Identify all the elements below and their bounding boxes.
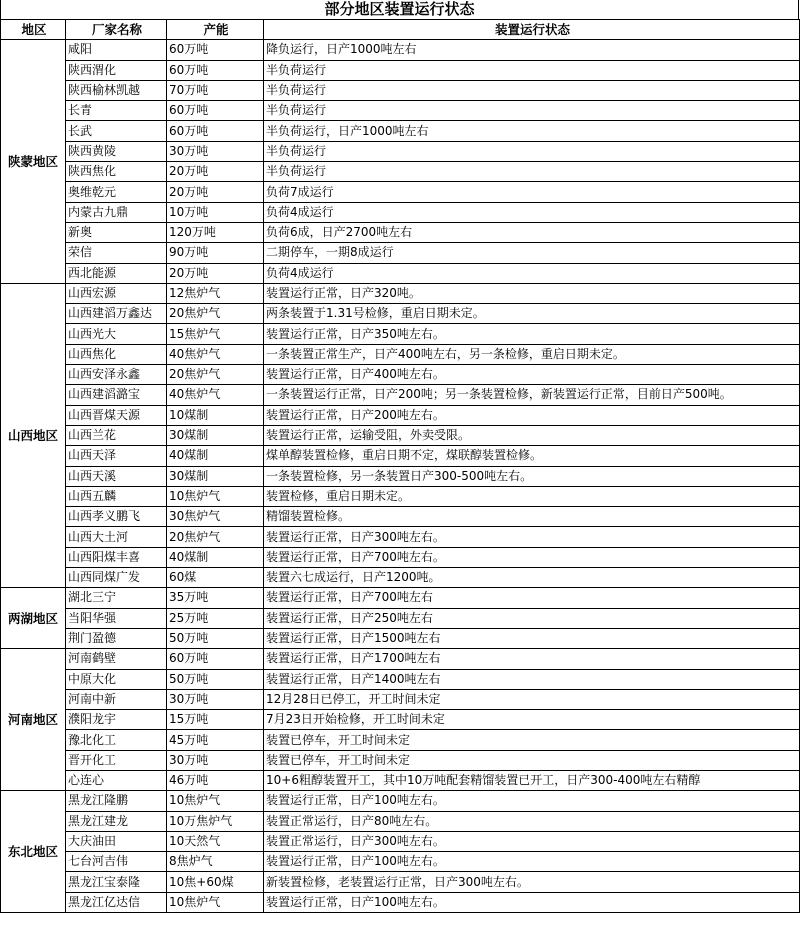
capacity-cell: 10万焦炉气 bbox=[167, 811, 264, 831]
company-cell: 黑龙江亿达信 bbox=[66, 892, 167, 912]
capacity-cell: 40焦炉气 bbox=[167, 385, 264, 405]
company-cell: 山西阳煤丰喜 bbox=[66, 547, 167, 567]
company-cell: 陕西榆林凯越 bbox=[66, 80, 167, 100]
table-body bbox=[1, 40, 800, 913]
company-cell: 黑龙江宝泰隆 bbox=[66, 872, 167, 892]
status-table bbox=[0, 19, 800, 913]
status-cell: 负荷4成运行 bbox=[264, 202, 800, 222]
capacity-cell: 35万吨 bbox=[167, 588, 264, 608]
table-row bbox=[1, 770, 800, 790]
header-company: 厂家名称 bbox=[66, 20, 167, 40]
company-cell: 陕西黄陵 bbox=[66, 141, 167, 161]
capacity-cell: 30万吨 bbox=[167, 689, 264, 709]
region-cell: 东北地区 bbox=[1, 791, 66, 913]
capacity-cell: 40煤制 bbox=[167, 446, 264, 466]
table-row bbox=[1, 568, 800, 588]
table-row bbox=[1, 831, 800, 851]
table-row bbox=[1, 446, 800, 466]
table-row bbox=[1, 811, 800, 831]
table-row bbox=[1, 892, 800, 912]
status-cell: 两条装置于1.31号检修，重启日期未定。 bbox=[264, 304, 800, 324]
capacity-cell: 40煤制 bbox=[167, 547, 264, 567]
table-row bbox=[1, 80, 800, 100]
capacity-cell: 30煤制 bbox=[167, 425, 264, 445]
status-cell: 装置运行正常，运输受阻，外卖受限。 bbox=[264, 425, 800, 445]
company-cell: 山西同煤广发 bbox=[66, 568, 167, 588]
company-cell: 山西焦化 bbox=[66, 344, 167, 364]
company-cell: 山西五麟 bbox=[66, 486, 167, 506]
table-row bbox=[1, 283, 800, 303]
company-cell: 山西安泽永鑫 bbox=[66, 365, 167, 385]
table-row bbox=[1, 101, 800, 121]
company-cell: 河南中新 bbox=[66, 689, 167, 709]
status-cell: 7月23日开始检修，开工时间未定 bbox=[264, 710, 800, 730]
capacity-cell: 50万吨 bbox=[167, 669, 264, 689]
region-cell: 山西地区 bbox=[1, 283, 66, 587]
capacity-cell: 60万吨 bbox=[167, 101, 264, 121]
region-cell: 陕蒙地区 bbox=[1, 40, 66, 284]
status-cell: 装置已停车，开工时间未定 bbox=[264, 750, 800, 770]
status-cell: 半负荷运行 bbox=[264, 141, 800, 161]
status-cell: 负荷6成，日产2700吨左右 bbox=[264, 222, 800, 242]
status-cell: 10+6粗醇装置开工，其中10万吨配套精馏装置已开工，日产300-400吨左右精醇 bbox=[264, 770, 800, 790]
company-cell: 长青 bbox=[66, 101, 167, 121]
company-cell: 山西天泽 bbox=[66, 446, 167, 466]
company-cell: 湖北三宁 bbox=[66, 588, 167, 608]
table-row bbox=[1, 344, 800, 364]
region-cell: 两湖地区 bbox=[1, 588, 66, 649]
status-cell: 装置运行正常，日产100吨左右。 bbox=[264, 892, 800, 912]
capacity-cell: 8焦炉气 bbox=[167, 852, 264, 872]
table-row bbox=[1, 385, 800, 405]
status-cell: 负荷7成运行 bbox=[264, 182, 800, 202]
company-cell: 山西建滔万鑫达 bbox=[66, 304, 167, 324]
table-row bbox=[1, 852, 800, 872]
company-cell: 七台河吉伟 bbox=[66, 852, 167, 872]
capacity-cell: 30万吨 bbox=[167, 750, 264, 770]
status-cell: 负荷4成运行 bbox=[264, 263, 800, 283]
table-row bbox=[1, 222, 800, 242]
capacity-cell: 40焦炉气 bbox=[167, 344, 264, 364]
table-row bbox=[1, 486, 800, 506]
company-cell: 荆门盈德 bbox=[66, 628, 167, 648]
status-cell: 装置运行正常，日产1700吨左右 bbox=[264, 649, 800, 669]
status-cell: 装置六七成运行，日产1200吨。 bbox=[264, 568, 800, 588]
status-cell: 装置运行正常，日产700吨左右 bbox=[264, 588, 800, 608]
table-row bbox=[1, 689, 800, 709]
table-row bbox=[1, 628, 800, 648]
status-cell: 装置运行正常，日产100吨左右。 bbox=[264, 791, 800, 811]
company-cell: 黑龙江建龙 bbox=[66, 811, 167, 831]
capacity-cell: 30煤制 bbox=[167, 466, 264, 486]
capacity-cell: 10焦+60煤 bbox=[167, 872, 264, 892]
table-row bbox=[1, 730, 800, 750]
capacity-cell: 15万吨 bbox=[167, 710, 264, 730]
company-cell: 长武 bbox=[66, 121, 167, 141]
status-cell: 12月28日已停工，开工时间未定 bbox=[264, 689, 800, 709]
table-row bbox=[1, 365, 800, 385]
table-row bbox=[1, 243, 800, 263]
status-cell: 装置运行正常，日产700吨左右。 bbox=[264, 547, 800, 567]
status-cell: 半负荷运行，日产1000吨左右 bbox=[264, 121, 800, 141]
table-row bbox=[1, 162, 800, 182]
company-cell: 荣信 bbox=[66, 243, 167, 263]
company-cell: 山西建滔潞宝 bbox=[66, 385, 167, 405]
capacity-cell: 30万吨 bbox=[167, 141, 264, 161]
table-row bbox=[1, 710, 800, 730]
status-cell: 装置运行正常，日产100吨左右。 bbox=[264, 852, 800, 872]
company-cell: 内蒙古九鼎 bbox=[66, 202, 167, 222]
table-row bbox=[1, 669, 800, 689]
capacity-cell: 25万吨 bbox=[167, 608, 264, 628]
company-cell: 咸阳 bbox=[66, 40, 167, 60]
capacity-cell: 10煤制 bbox=[167, 405, 264, 425]
table-row bbox=[1, 588, 800, 608]
status-cell: 一条装置正常生产，日产400吨左右，另一条检修，重启日期未定。 bbox=[264, 344, 800, 364]
company-cell: 濮阳龙宇 bbox=[66, 710, 167, 730]
table-row bbox=[1, 202, 800, 222]
table-row bbox=[1, 466, 800, 486]
company-cell: 陕西渭化 bbox=[66, 60, 167, 80]
capacity-cell: 50万吨 bbox=[167, 628, 264, 648]
capacity-cell: 45万吨 bbox=[167, 730, 264, 750]
capacity-cell: 90万吨 bbox=[167, 243, 264, 263]
status-cell: 精馏装置检修。 bbox=[264, 507, 800, 527]
company-cell: 中原大化 bbox=[66, 669, 167, 689]
table-row bbox=[1, 527, 800, 547]
status-cell: 二期停车，一期8成运行 bbox=[264, 243, 800, 263]
status-cell: 降负运行，日产1000吨左右 bbox=[264, 40, 800, 60]
table-row bbox=[1, 425, 800, 445]
company-cell: 心连心 bbox=[66, 770, 167, 790]
capacity-cell: 30焦炉气 bbox=[167, 507, 264, 527]
company-cell: 山西大土河 bbox=[66, 527, 167, 547]
status-cell: 一条装置检修，另一条装置日产300-500吨左右。 bbox=[264, 466, 800, 486]
status-cell: 装置运行正常，日产250吨左右 bbox=[264, 608, 800, 628]
company-cell: 当阳华强 bbox=[66, 608, 167, 628]
company-cell: 奥维乾元 bbox=[66, 182, 167, 202]
status-cell: 装置运行正常，日产320吨。 bbox=[264, 283, 800, 303]
table-row bbox=[1, 547, 800, 567]
capacity-cell: 10万吨 bbox=[167, 202, 264, 222]
table-row bbox=[1, 608, 800, 628]
table-row bbox=[1, 40, 800, 60]
capacity-cell: 20焦炉气 bbox=[167, 527, 264, 547]
table-row bbox=[1, 405, 800, 425]
capacity-cell: 20焦炉气 bbox=[167, 304, 264, 324]
capacity-cell: 60万吨 bbox=[167, 649, 264, 669]
capacity-cell: 10天然气 bbox=[167, 831, 264, 851]
capacity-cell: 70万吨 bbox=[167, 80, 264, 100]
status-cell: 装置运行正常，日产1500吨左右 bbox=[264, 628, 800, 648]
status-cell: 装置已停车，开工时间未定 bbox=[264, 730, 800, 750]
capacity-cell: 10焦炉气 bbox=[167, 892, 264, 912]
status-cell: 装置运行正常，日产1400吨左右 bbox=[264, 669, 800, 689]
capacity-cell: 20万吨 bbox=[167, 162, 264, 182]
status-cell: 一条装置运行正常，日产200吨；另一条装置检修，新装置运行正常，目前日产500吨。 bbox=[264, 385, 800, 405]
company-cell: 山西光大 bbox=[66, 324, 167, 344]
status-cell: 新装置检修，老装置运行正常，日产300吨左右。 bbox=[264, 872, 800, 892]
capacity-cell: 15焦炉气 bbox=[167, 324, 264, 344]
table-row bbox=[1, 304, 800, 324]
status-cell: 装置运行正常，日产400吨左右。 bbox=[264, 365, 800, 385]
capacity-cell: 20万吨 bbox=[167, 182, 264, 202]
table-row bbox=[1, 60, 800, 80]
capacity-cell: 20万吨 bbox=[167, 263, 264, 283]
company-cell: 山西天溪 bbox=[66, 466, 167, 486]
company-cell: 河南鹤壁 bbox=[66, 649, 167, 669]
table-row bbox=[1, 263, 800, 283]
capacity-cell: 60万吨 bbox=[167, 60, 264, 80]
region-cell: 河南地区 bbox=[1, 649, 66, 791]
header-row bbox=[1, 20, 800, 40]
table-row bbox=[1, 324, 800, 344]
status-cell: 装置运行正常，日产300吨左右。 bbox=[264, 527, 800, 547]
company-cell: 山西晋煤天源 bbox=[66, 405, 167, 425]
table-row bbox=[1, 121, 800, 141]
status-cell: 煤单醇装置检修，重启日期不定，煤联醇装置检修。 bbox=[264, 446, 800, 466]
company-cell: 山西兰花 bbox=[66, 425, 167, 445]
company-cell: 大庆油田 bbox=[66, 831, 167, 851]
status-cell: 装置运行正常，日产350吨左右。 bbox=[264, 324, 800, 344]
table-row bbox=[1, 507, 800, 527]
capacity-cell: 60万吨 bbox=[167, 121, 264, 141]
company-cell: 晋开化工 bbox=[66, 750, 167, 770]
capacity-cell: 10焦炉气 bbox=[167, 486, 264, 506]
status-cell: 装置正常运行，日产300吨左右。 bbox=[264, 831, 800, 851]
table-row bbox=[1, 872, 800, 892]
table-row bbox=[1, 791, 800, 811]
table-row bbox=[1, 182, 800, 202]
company-cell: 西北能源 bbox=[66, 263, 167, 283]
status-cell: 半负荷运行 bbox=[264, 101, 800, 121]
status-cell: 半负荷运行 bbox=[264, 80, 800, 100]
status-cell: 装置运行正常，日产200吨左右。 bbox=[264, 405, 800, 425]
capacity-cell: 20焦炉气 bbox=[167, 365, 264, 385]
capacity-cell: 120万吨 bbox=[167, 222, 264, 242]
capacity-cell: 60万吨 bbox=[167, 40, 264, 60]
capacity-cell: 10焦炉气 bbox=[167, 791, 264, 811]
table-title: 部分地区装置运行状态 bbox=[0, 0, 799, 19]
company-cell: 豫北化工 bbox=[66, 730, 167, 750]
capacity-cell: 60煤 bbox=[167, 568, 264, 588]
status-cell: 装置检修，重启日期未定。 bbox=[264, 486, 800, 506]
header-capacity: 产能 bbox=[167, 20, 264, 40]
header-region: 地区 bbox=[1, 20, 66, 40]
company-cell: 新奥 bbox=[66, 222, 167, 242]
company-cell: 黑龙江隆鹏 bbox=[66, 791, 167, 811]
capacity-cell: 12焦炉气 bbox=[167, 283, 264, 303]
company-cell: 山西孝义鹏飞 bbox=[66, 507, 167, 527]
table-row bbox=[1, 649, 800, 669]
status-cell: 半负荷运行 bbox=[264, 162, 800, 182]
table-row bbox=[1, 750, 800, 770]
capacity-cell: 46万吨 bbox=[167, 770, 264, 790]
status-cell: 装置正常运行，日产80吨左右。 bbox=[264, 811, 800, 831]
company-cell: 山西宏源 bbox=[66, 283, 167, 303]
company-cell: 陕西焦化 bbox=[66, 162, 167, 182]
header-status: 装置运行状态 bbox=[264, 20, 800, 40]
table-row bbox=[1, 141, 800, 161]
status-cell: 半负荷运行 bbox=[264, 60, 800, 80]
